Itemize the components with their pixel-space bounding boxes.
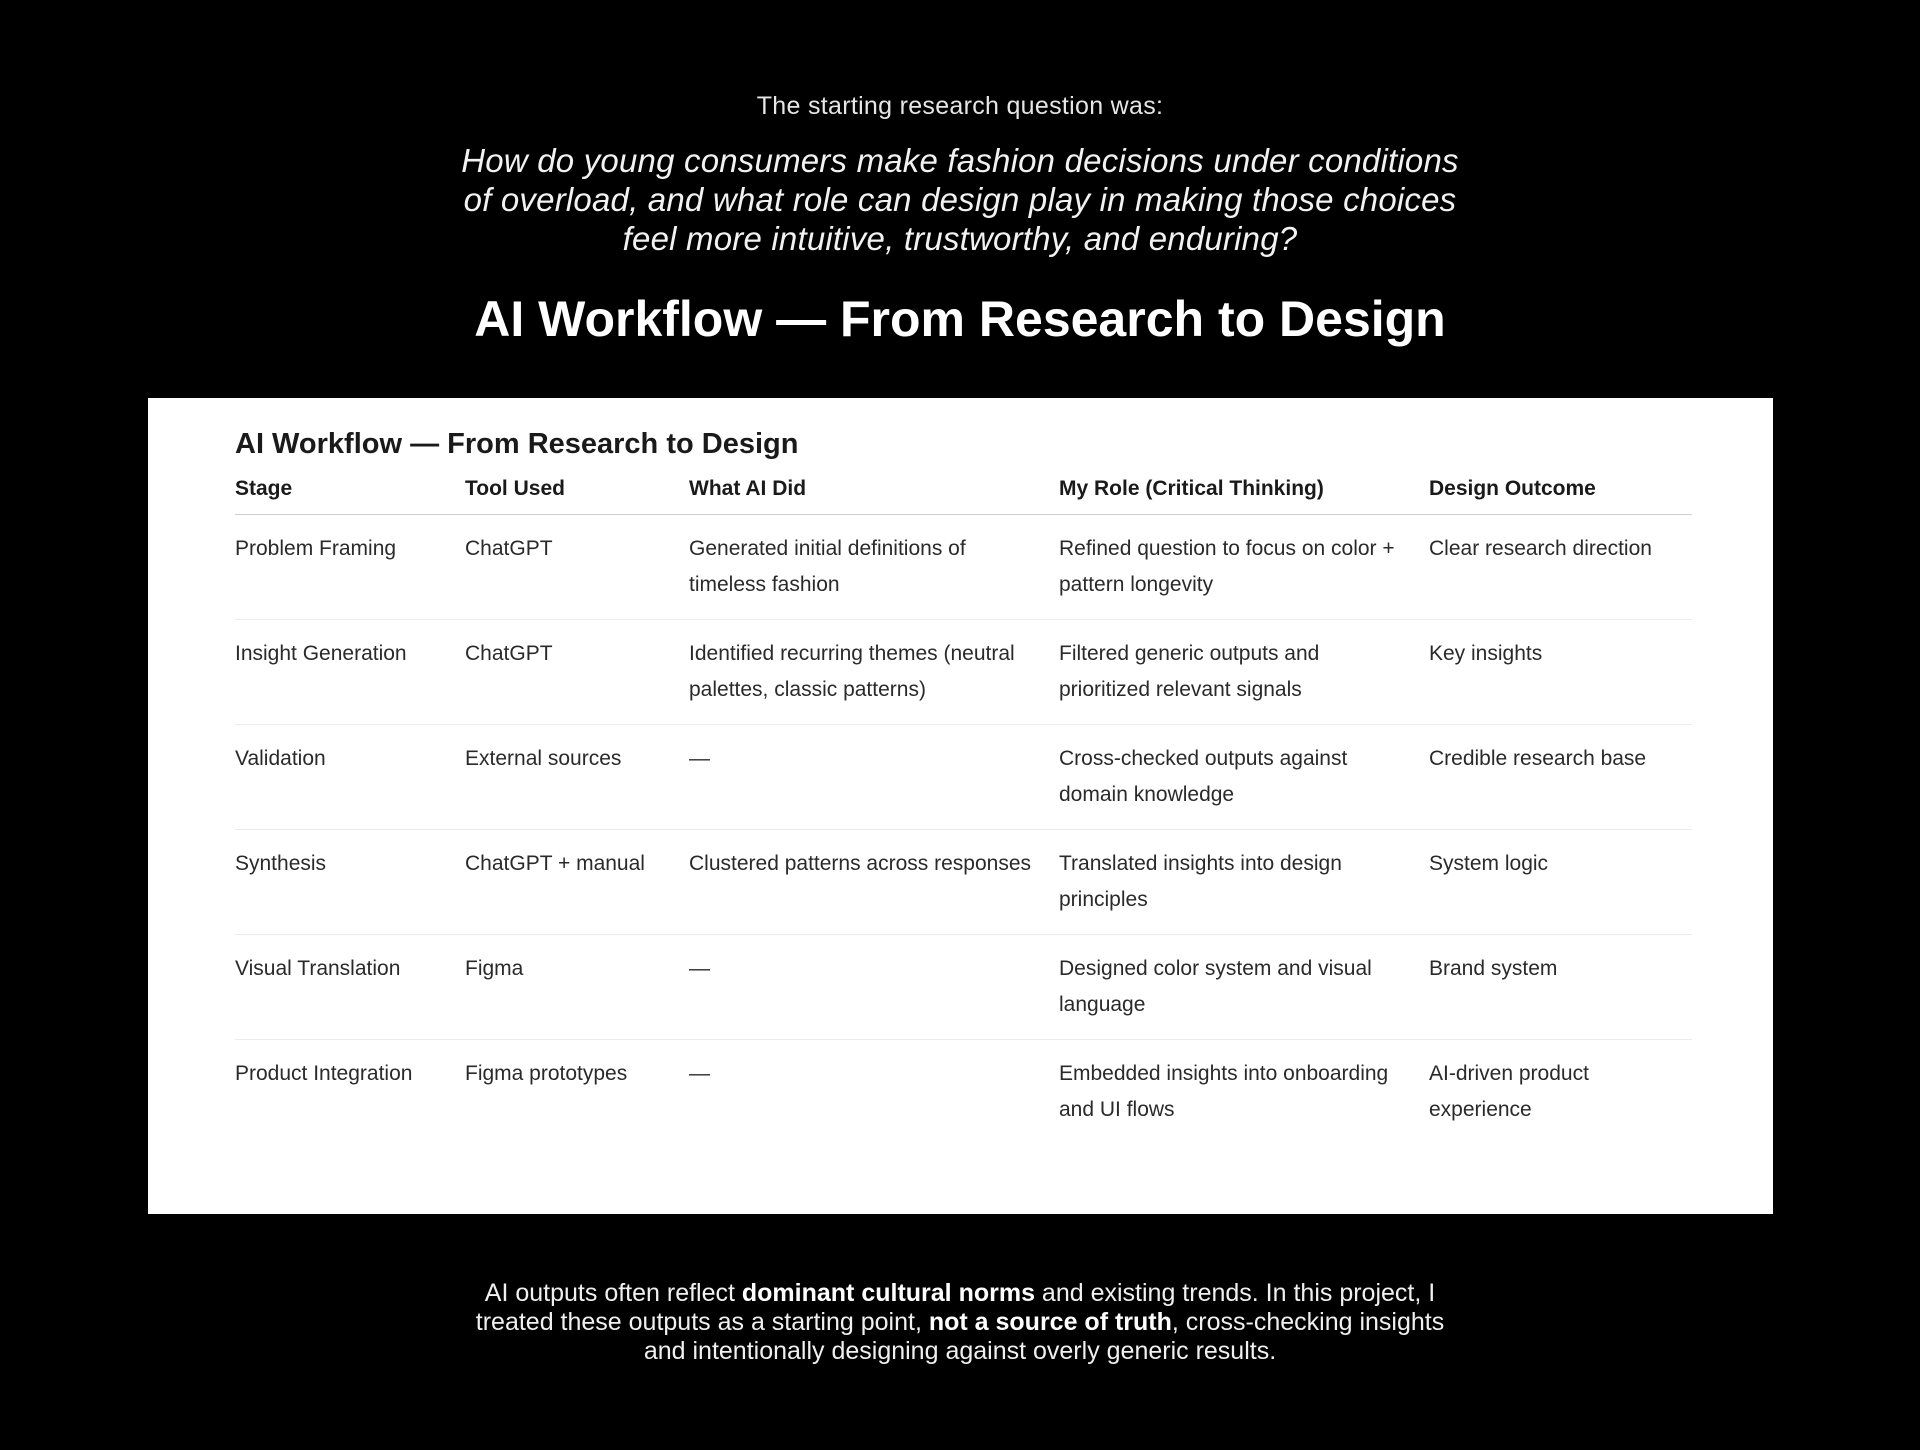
cell-ai: Identified recurring themes (neutral palettes, classic patterns) (689, 620, 1059, 725)
column-header-outcome: Design Outcome (1429, 474, 1692, 515)
cell-role: Translated insights into design principles (1059, 830, 1429, 935)
cell-role: Embedded insights into onboarding and UI flows (1059, 1062, 1389, 1121)
cell-tool: External sources (465, 725, 689, 830)
table-row (235, 830, 1692, 935)
column-header-ai: What AI Did (689, 474, 1059, 515)
footer-text-3: , cross-checking insights and intentionally designing against overly generic results. (643, 1308, 1445, 1365)
cell-stage: Validation (235, 725, 465, 830)
cell-stage: Visual Translation (235, 935, 465, 1040)
table-row (235, 515, 1692, 620)
cell-tool: ChatGPT (465, 620, 689, 725)
cell-tool: Figma prototypes (465, 1062, 628, 1085)
cell-outcome: Key insights (1429, 620, 1692, 725)
cell-role: Cross-checked outputs against domain knowledge (1059, 725, 1429, 830)
cell-outcome: System logic (1429, 830, 1692, 935)
column-header-stage: Stage (235, 474, 465, 515)
cell-tool: ChatGPT (465, 515, 689, 620)
card-title: AI Workflow — From Research to Design (235, 428, 799, 460)
cell-ai: — (689, 1062, 710, 1085)
cell-ai: — (689, 725, 1059, 830)
table-header-row (235, 474, 1692, 515)
footer-note (460, 1279, 1460, 1366)
footer-emphasis-1: dominant cultural norms (741, 1279, 1035, 1307)
footer-text-2: and existing trends. In this project, I treated these outputs as a starting point, (475, 1279, 1436, 1336)
cell-ai: — (689, 935, 1059, 1040)
workflow-table (235, 474, 1692, 1144)
cell-stage: Product Integration (235, 1062, 413, 1085)
column-header-tool: Tool Used (465, 474, 689, 515)
cell-outcome: Clear research direction (1429, 515, 1692, 620)
table-row (235, 620, 1692, 725)
cell-outcome: Brand system (1429, 935, 1692, 1040)
cell-stage: Insight Generation (235, 620, 465, 725)
table-row (235, 725, 1692, 830)
cell-role: Refined question to focus on color + pattern longevity (1059, 515, 1429, 620)
cell-role: Filtered generic outputs and prioritized relevant signals (1059, 620, 1429, 725)
cell-tool: ChatGPT + manual (465, 830, 689, 935)
footer-emphasis-2: not a source of truth (928, 1308, 1172, 1336)
cell-outcome: Credible research base (1429, 725, 1692, 830)
table-row (235, 1040, 1692, 1145)
research-question: How do young consumers make fashion decisions under conditions of overload, and what role can design play in making those choices feel more intuitive, trustworthy, and enduring? (461, 142, 1459, 257)
page-title: AI Workflow — From Research to Design (474, 291, 1446, 347)
cell-tool: Figma (465, 935, 689, 1040)
table-row (235, 935, 1692, 1040)
footer-text-1: AI outputs often reflect (484, 1279, 742, 1307)
intro-text: The starting research question was: (756, 92, 1164, 120)
cell-ai: Generated initial definitions of timeless fashion (689, 515, 1059, 620)
cell-stage: Synthesis (235, 830, 465, 935)
cell-stage: Problem Framing (235, 515, 465, 620)
cell-ai: Clustered patterns across responses (689, 830, 1059, 935)
workflow-card (148, 398, 1773, 1214)
cell-role: Designed color system and visual language (1059, 935, 1429, 1040)
column-header-role: My Role (Critical Thinking) (1059, 474, 1429, 515)
cell-outcome: AI-driven product experience (1429, 1062, 1589, 1121)
